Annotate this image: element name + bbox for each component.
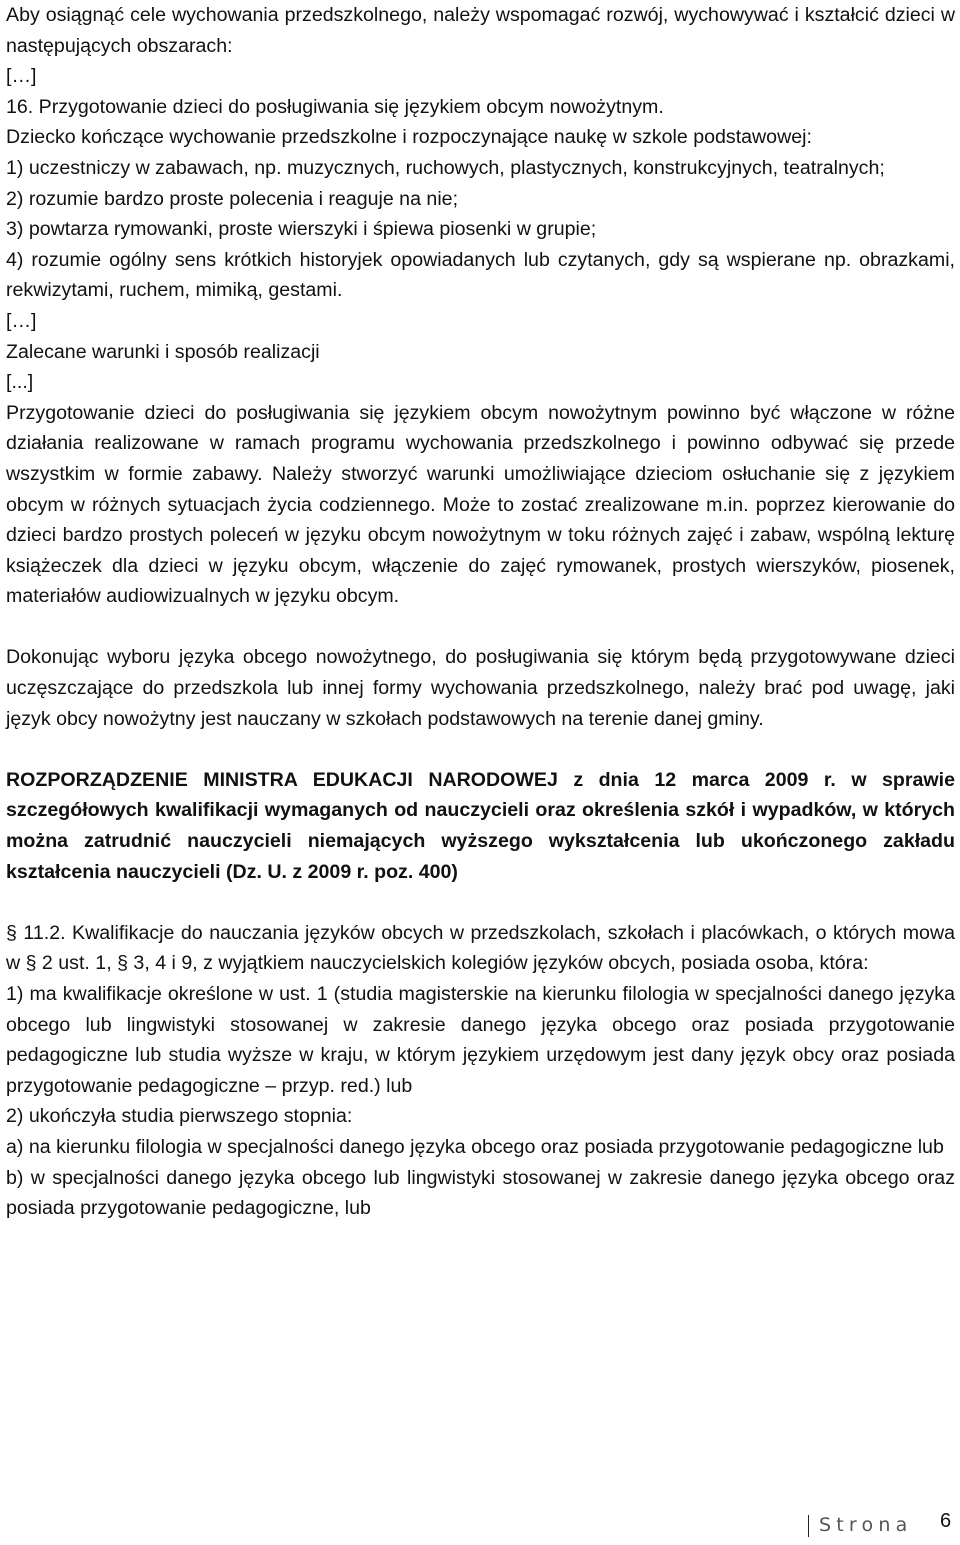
section-heading: Zalecane warunki i sposób realizacji bbox=[6, 340, 320, 363]
paragraph: […] bbox=[6, 309, 37, 332]
paragraph: 4) rozumie ogólny sens krótkich historyjek opowiadanych lub czytanych, gdy są wspierane np. obrazkami, rekwizytami, ruchem, mimiką, gestami. bbox=[6, 248, 955, 302]
paragraph: [...] bbox=[6, 371, 34, 394]
paragraph: 2) ukończyła studia pierwszego stopnia: bbox=[6, 1105, 353, 1128]
document-body bbox=[6, 0, 955, 1224]
paragraph: 3) powtarza rymowanki, proste wierszyki i śpiewa piosenki w grupie; bbox=[6, 218, 597, 241]
paragraph: […] bbox=[6, 65, 37, 88]
paragraph-spacer bbox=[6, 734, 955, 765]
paragraph: 2) rozumie bardzo proste polecenia i reaguje na nie; bbox=[6, 187, 459, 210]
footer-page-label: Strona bbox=[819, 1514, 913, 1536]
paragraph: § 11.2. Kwalifikacje do nauczania języków obcych w przedszkolach, szkołach i placówkach, o których mowa w § 2 ust. 1, § 3, 4 i 9, z wyjątkiem nauczycielskich kolegiów języków obcych, posiada osoba, która: bbox=[6, 921, 955, 975]
page-footer bbox=[0, 1510, 960, 1540]
paragraph: b) w specjalności danego języka obcego lub lingwistyki stosowanej w zakresie danego języka obcego oraz posiada przygotowanie pedagogiczne, lub bbox=[6, 1166, 955, 1220]
paragraph: a) na kierunku filologia w specjalności danego języka obcego oraz posiada przygotowanie pedagogiczne lub bbox=[6, 1135, 944, 1158]
paragraph-spacer bbox=[6, 612, 955, 643]
paragraph: Aby osiągnąć cele wychowania przedszkolnego, należy wspomagać rozwój, wychowywać i kształcić dzieci w następujących obszarach: bbox=[6, 4, 955, 57]
paragraph: Przygotowanie dzieci do posługiwania się językiem obcym nowożytnym powinno być włączone w różne działania realizowane w ramach programu wychowania przedszkolnego i powinno odbywać się przede wszystkim w formie zabawy. Należy stworzyć warunki umożliwiające dzieciom osłuchanie się z językiem obcym w różnych sytuacjach życia codziennego. Może to zostać zrealizowane m.in. poprzez kierowanie do dzieci bardzo prostych poleceń w języku obcym nowożytnym w toku różnych zajęć i zabaw, wspólną lekturę książeczek dla dzieci w języku obcym, włączenie do zajęć rymowanek, prostych wierszyków, piosenek, materiałów audiowizualnych w języku obcym. bbox=[6, 401, 955, 608]
paragraph: Dokonując wyboru języka obcego nowożytnego, do posługiwania się którym będą przygotowywane dzieci uczęszczające do przedszkola lub innej formy wychowania przedszkolnego, należy brać pod uwagę, jaki język obcy nowożytny jest nauczany w szkołach podstawowych na terenie danej gminy. bbox=[6, 646, 955, 730]
paragraph: Dziecko kończące wychowanie przedszkolne i rozpoczynające naukę w szkole podstawowej: bbox=[6, 126, 812, 149]
footer-divider bbox=[808, 1515, 809, 1537]
paragraph: 16. Przygotowanie dzieci do posługiwania się językiem obcym nowożytnym. bbox=[6, 95, 664, 118]
paragraph-spacer bbox=[6, 887, 955, 918]
regulation-title: ROZPORZĄDZENIE MINISTRA EDUKACJI NARODOWEJ z dnia 12 marca 2009 r. w sprawie szczegółowych kwalifikacji wymaganych od nauczycieli oraz określenia szkół i wypadków, w których można zatrudnić nauczycieli niemających wyższego wykształcenia lub ukończonego zakładu kształcenia nauczycieli (Dz. U. z 2009 r. poz. 400) bbox=[6, 768, 955, 883]
paragraph: 1) uczestniczy w zabawach, np. muzycznych, ruchowych, plastycznych, konstrukcyjnych, teatralnych; bbox=[6, 156, 885, 179]
page-number: 6 bbox=[940, 1510, 952, 1532]
paragraph: 1) ma kwalifikacje określone w ust. 1 (studia magisterskie na kierunku filologia w specjalności danego języka obcego lub lingwistyki stosowanej w zakresie danego języka obcego oraz posiada przygotowanie pedagogiczne lub studia wyższe w kraju, w którym językiem urzędowym jest dany język obcy oraz posiada przygotowanie pedagogiczne – przyp. red.) lub bbox=[6, 983, 955, 1097]
